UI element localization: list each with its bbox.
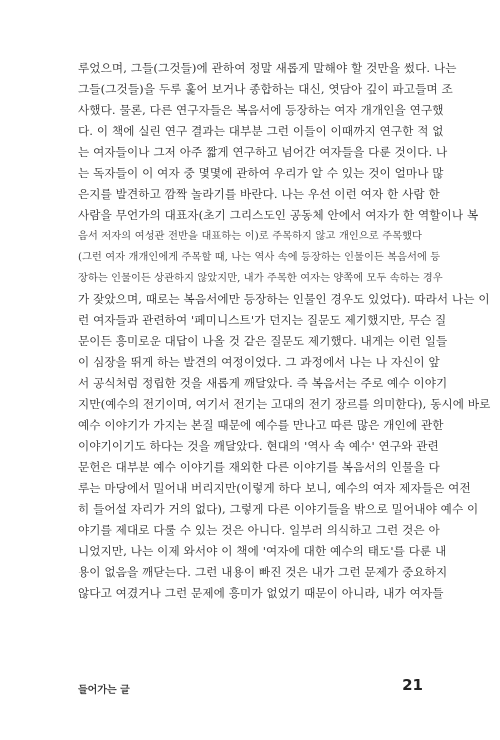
running-footer-title: 들어가는 글 [78,685,130,696]
text-line: 용이 없음을 깨닫는다. 그런 내용이 빠진 것은 내가 그런 문제가 중요하지 [78,565,448,579]
text-line: 서 공식처럼 정립한 것을 새롭게 깨달았다. 즉 복음서는 주로 예수 이야기 [78,376,448,390]
text-line: 이 심장을 뛰게 하는 발견의 여정이었다. 그 과정에서 나는 나 자신이 앞 [78,355,440,369]
text-line: 야기를 제대로 다룰 수 있는 것은 아니다. 일부러 의식하고 그런 것은 아 [78,523,440,537]
text-line: 음서 저자의 여성관 전반을 대표하는 이)로 주목하지 않고 개인으로 주목했다 [78,231,422,242]
text-line: 런 여자들과 관련하여 '페미니스트'가 던지는 질문도 제기했지만, 무슨 질 [78,313,447,327]
text-line: 다. 이 책에 실린 연구 결과는 대부분 그런 이들이 이때까지 연구한 적 없 [78,124,444,138]
text-line: 그들(그것들)을 두루 훑어 보거나 종합하는 대신, 엿담아 깊이 파고들며 조 [78,82,453,96]
text-line: 이야기이기도 하다는 것을 깨달았다. 현대의 '역사 속 예수' 연구와 관련 [78,439,439,453]
text-line: 루었으며, 그들(그것들)에 관하여 정말 새롭게 말해야 할 것만을 썼다. 나는 [78,61,457,75]
text-line: 사람을 무언가의 대표자(초기 그리스도인 공동체 안에서 여자가 한 역할이나 복 [78,208,479,222]
text-line: 않다고 여겼거나 그런 문제에 흥미가 없었기 때문이 아니라, 내가 여자들 [78,586,444,600]
text-line: 은지를 발견하고 깜짝 놀라기를 바란다. 나는 우선 이런 여자 한 사람 한 [78,187,440,201]
text-line: 사했다. 물론, 다른 연구자들은 복음서에 등장하는 여자 개개인을 연구했 [78,103,444,117]
text-line: 는 여자들이나 그저 아주 짧게 연구하고 넘어간 여자들을 다룬 것이다. 나 [78,145,448,159]
text-line: (그런 여자 개개인에게 주목할 때, 나는 역사 속에 등장하는 인물이든 복음서에 등 [78,252,441,263]
text-line: 루는 마당에서 밀어내 버리지만(이렇게 하다 보니, 예수의 여자 제자들은 여전 [78,481,471,495]
text-line: 는 독자들이 이 여자 중 몇몇에 관하여 우리가 알 수 있는 것이 얼마나 많 [78,166,444,180]
text-line: 히 들어설 자리가 거의 없다), 그렇게 다른 이야기들을 밖으로 밀어내야 예수 이 [78,502,479,516]
text-line: 예수 이야기가 가지는 본질 때문에 예수를 만나고 따른 많은 개인에 관한 [78,418,444,432]
text-line: 문헌은 대부분 예수 이야기를 재외한 다른 이야기를 복음서의 인물을 다 [78,460,440,474]
page-number: 21 [402,676,423,694]
text-line: 지만(예수의 전기이며, 여기서 전기는 고대의 전기 장르를 의미한다), 동시에 바로 [78,397,491,411]
body-text [78,58,491,604]
text-line: 문이든 흥미로운 대답이 나올 것 같은 질문도 제기했다. 내게는 이런 일들 [78,334,448,348]
text-line: 장하는 인물이든 상관하지 않았지만, 내가 주목한 여자는 양쪽에 모두 속하는 경우 [78,273,443,284]
text-line: 가 잦았으며, 때로는 복음서에만 등장하는 인물인 경우도 있었다). 따라서 나는 이 [78,292,490,306]
text-line: 니었지만, 나는 이제 와서야 이 책에 '여자에 대한 예수의 태도'를 다룬 내 [78,544,447,558]
